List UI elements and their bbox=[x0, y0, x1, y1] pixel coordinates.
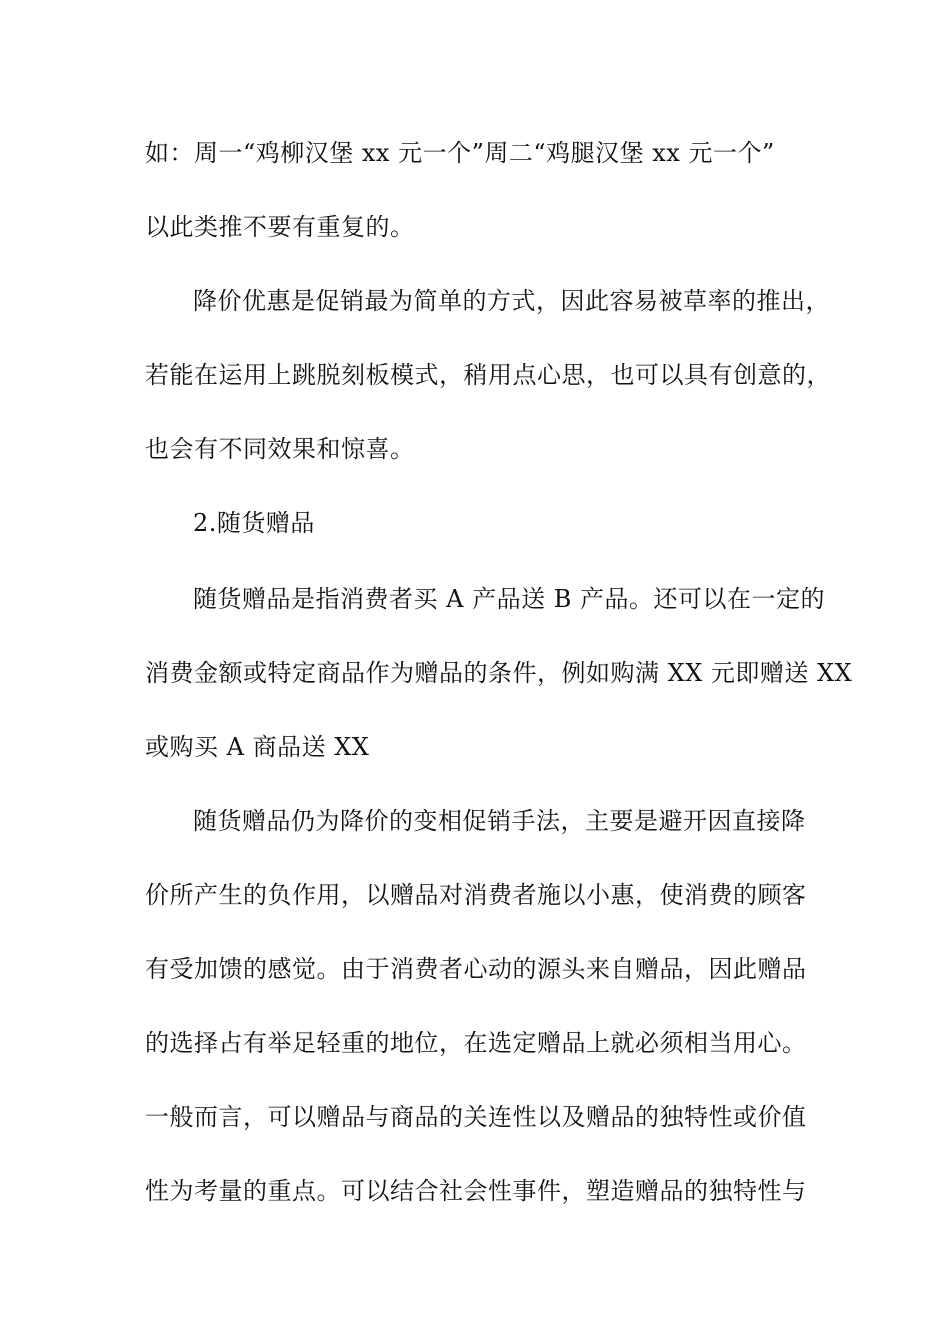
text-line: 以此类推不要有重复的。 bbox=[145, 213, 415, 241]
text-line: 价所产生的负作用，以赠品对消费者施以小惠，使消费的顾客 bbox=[145, 881, 807, 909]
text-line: 若能在运用上跳脱刻板模式，稍用点心思，也可以具有创意的， bbox=[145, 361, 831, 389]
text-line: 一般而言，可以赠品与商品的关连性以及赠品的独特性或价值 bbox=[145, 1103, 807, 1131]
text-line: 或购买 A 商品送 XX bbox=[145, 733, 370, 761]
paragraph-start-line: 随货赠品仍为降价的变相促销手法，主要是避开因直接降 bbox=[193, 807, 806, 835]
text-line: 性为考量的重点。可以结合社会性事件，塑造赠品的独特性与 bbox=[145, 1177, 807, 1205]
text-line: 也会有不同效果和惊喜。 bbox=[145, 435, 415, 463]
section-heading: 2.随货赠品 bbox=[193, 509, 315, 537]
text-line: 消费金额或特定商品作为赠品的条件，例如购满 XX 元即赠送 XX bbox=[145, 659, 853, 687]
paragraph-start-line: 降价优惠是促销最为简单的方式，因此容易被草率的推出， bbox=[193, 287, 830, 315]
text-line: 有受加馈的感觉。由于消费者心动的源头来自赠品，因此赠品 bbox=[145, 955, 807, 983]
paragraph-start-line: 随货赠品是指消费者买 A 产品送 B 产品。还可以在一定的 bbox=[193, 585, 825, 613]
text-line: 如：周一“鸡柳汉堡 xx 元一个”周二“鸡腿汉堡 xx 元一个” bbox=[145, 139, 775, 167]
text-line: 的选择占有举足轻重的地位，在选定赠品上就必须相当用心。 bbox=[145, 1029, 807, 1057]
